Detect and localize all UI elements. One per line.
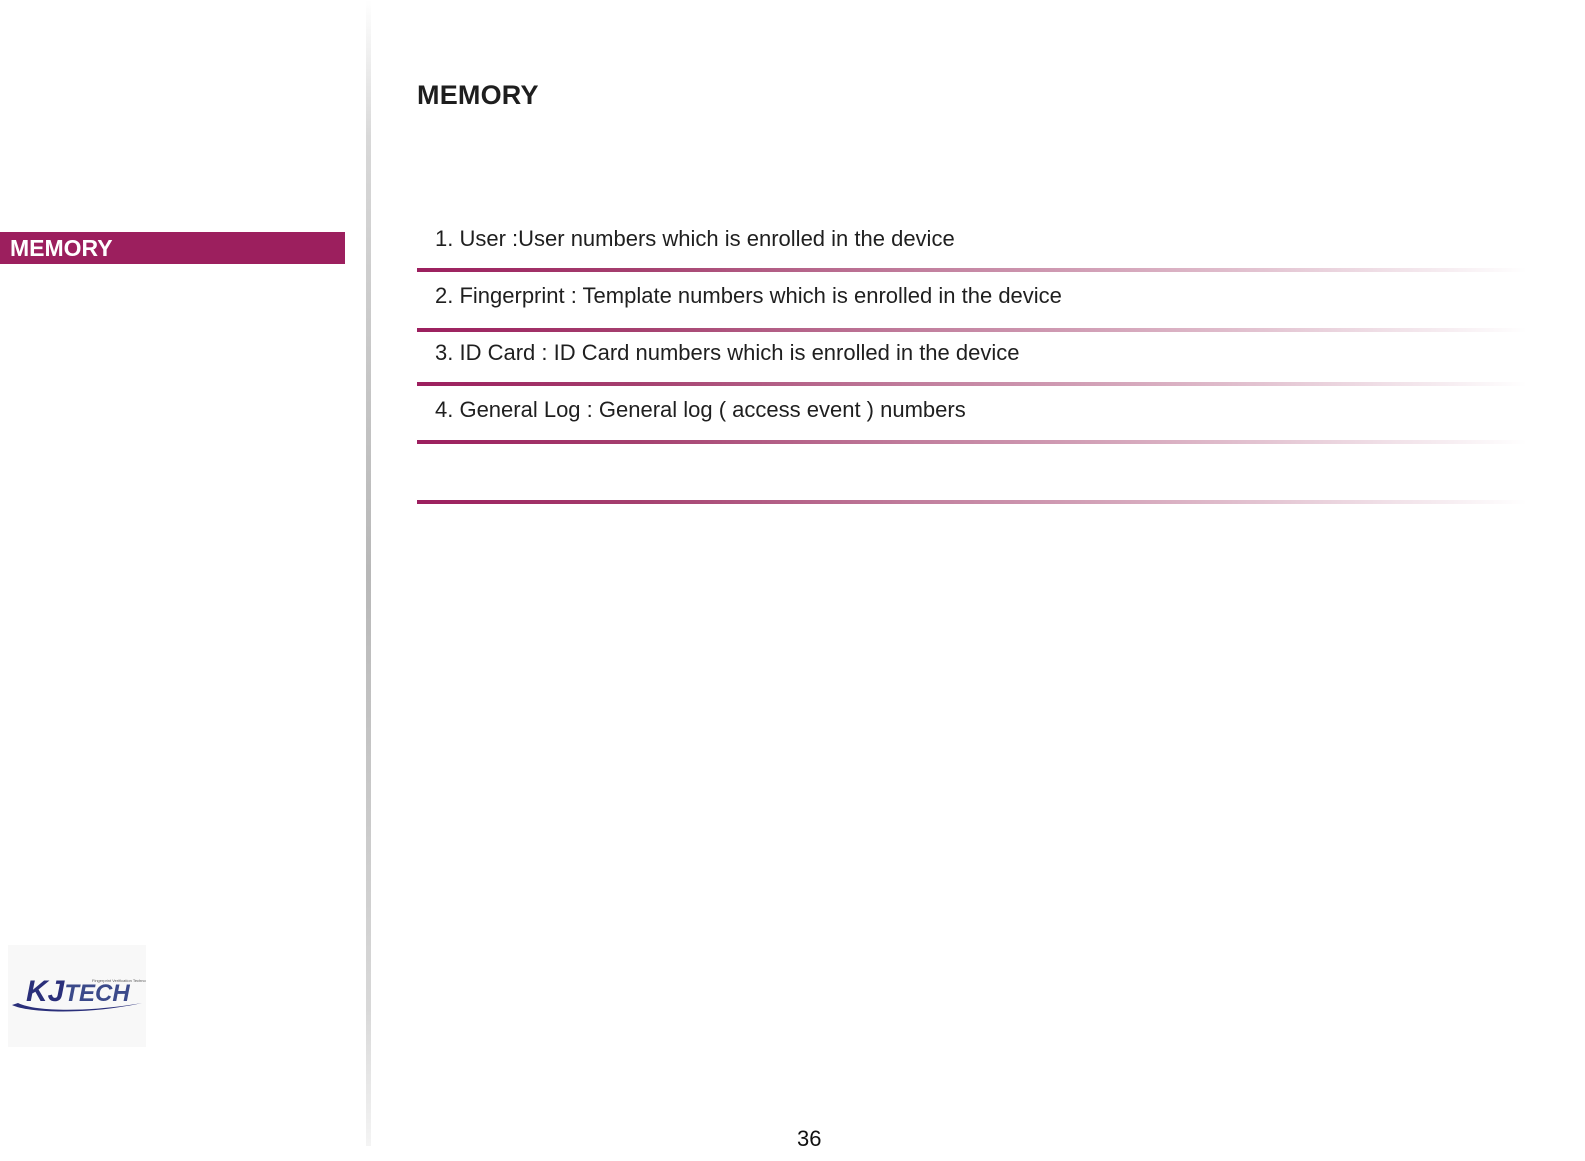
kjtech-logo-graphic	[8, 945, 146, 1047]
item-divider	[417, 440, 1527, 444]
page-title: MEMORY	[417, 80, 539, 110]
list-item-fingerprint: 2. Fingerprint : Template numbers which is enrolled in the device	[435, 283, 1062, 308]
section-tab: MEMORY	[0, 232, 345, 264]
item-divider	[417, 382, 1527, 386]
kjtech-logo	[8, 945, 146, 1047]
vertical-divider	[366, 0, 371, 1146]
item-divider	[417, 268, 1527, 272]
logo-wordmark: KJTECH	[26, 975, 130, 1008]
bottom-divider	[417, 500, 1527, 504]
list-item-user: 1. User :User numbers which is enrolled in the device	[435, 226, 955, 251]
page-number: 36	[797, 1126, 822, 1151]
list-item-general-log: 4. General Log : General log ( access event ) numbers	[435, 397, 966, 422]
logo-tagline: Fingerprint Verification Techno	[92, 978, 146, 983]
list-item-id-card: 3. ID Card : ID Card numbers which is enrolled in the device	[435, 340, 1020, 365]
item-divider	[417, 328, 1527, 332]
